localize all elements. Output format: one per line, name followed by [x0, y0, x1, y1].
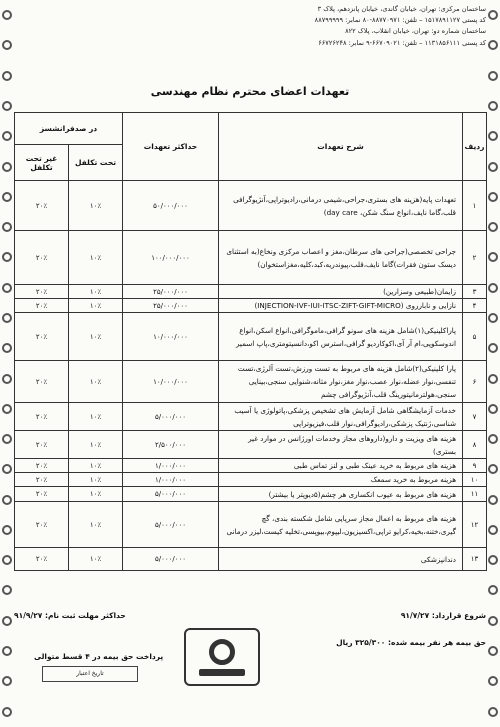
installments-text: پرداخت حق بیمه در ۴ قسط متوالی [34, 652, 164, 661]
row-max-amount: ۲۵/۰۰۰/۰۰۰ [123, 285, 219, 299]
header-description: شرح تعهدات [219, 113, 463, 181]
table-row [15, 431, 487, 459]
row-not-covered-percent: ۲۰٪ [15, 181, 69, 231]
row-max-amount: ۱۰/۰۰۰/۰۰۰ [123, 313, 219, 361]
insurance-seal [184, 628, 260, 686]
row-max-amount: ۵/۰۰۰/۰۰۰ [123, 548, 219, 571]
row-description: هزینه های مربوط به عیوب انکساری هر چشم(۵دیوپتر یا بیشتر) [219, 487, 463, 502]
binding-holes-left [0, 0, 14, 727]
row-not-covered-percent: ۲۰٪ [15, 231, 69, 285]
table-row [15, 181, 487, 231]
row-description: هزینه مربوط به خرید سمعک [219, 473, 463, 487]
header-row-number: ردیف [463, 113, 487, 181]
row-not-covered-percent: ۲۰٪ [15, 487, 69, 502]
row-max-amount: ۱۰/۰۰۰/۰۰۰ [123, 361, 219, 403]
address-line: کد پستی ۱۱۳۱۸۵۶۱۱۱ – تلفن: ۶۶۷۰۹۰۲۱-۹ نمابر: ۶۶۷۲۶۲۴۸ [318, 38, 486, 47]
table-row [15, 403, 487, 431]
header-max-amount: حداکثر تعهدات [123, 113, 219, 181]
row-covered-percent: ۱۰٪ [69, 285, 123, 299]
row-max-amount: ۵/۰۰۰/۰۰۰ [123, 502, 219, 548]
validity-stamp: تاریخ اعتبار [42, 666, 138, 682]
row-max-amount: ۱/۰۰۰/۰۰۰ [123, 473, 219, 487]
seal-text-bar [199, 669, 245, 676]
registration-deadline: حداکثر مهلت ثبت نام: ۹۱/۹/۲۷ [14, 611, 126, 620]
row-description: دندانپزشکی [219, 548, 463, 571]
letterhead-address [14, 4, 486, 84]
row-covered-percent: ۱۰٪ [69, 231, 123, 285]
row-description: هزینه های مربوط به خرید عینک طبی و لنز تماس طبی [219, 459, 463, 473]
address-line: ساختمان شماره دو: تهران، خیابان انقلاب، پلاک ۸۲۲ [345, 27, 486, 36]
row-number: ۵ [463, 313, 487, 361]
row-not-covered-percent: ۲۰٪ [15, 299, 69, 313]
row-number: ۶ [463, 361, 487, 403]
row-not-covered-percent: ۲۰٪ [15, 431, 69, 459]
header-not-covered: غیر تحت تکلفل [15, 145, 69, 181]
row-number: ۱ [463, 181, 487, 231]
header-franchise: در صدفرانشسز [15, 113, 123, 145]
table-row [15, 502, 487, 548]
row-number: ۲ [463, 231, 487, 285]
header-covered: تحت تکلفل [69, 145, 123, 181]
table-row [15, 361, 487, 403]
row-max-amount: ۲۵/۰۰۰/۰۰۰ [123, 299, 219, 313]
footer-dates [14, 611, 486, 620]
row-not-covered-percent: ۲۰٪ [15, 361, 69, 403]
table-row [15, 459, 487, 473]
row-not-covered-percent: ۲۰٪ [15, 473, 69, 487]
premium-amount: حق بیمه هر نفر بیمه شده: ۳۲۵/۳۰۰ ریال [336, 638, 486, 647]
table-row [15, 313, 487, 361]
row-covered-percent: ۱۰٪ [69, 459, 123, 473]
row-max-amount: ۱۰۰/۰۰۰/۰۰۰ [123, 231, 219, 285]
page-title: تعهدات اعضای محترم نظام مهندسی [150, 85, 350, 98]
row-covered-percent: ۱۰٪ [69, 473, 123, 487]
row-description: تعهدات پایه(هزینه های بستری،جراحی،شیمی درمانی،رادیوتراپی،آنژیوگرافی قلب،گاما نایف،انواع سنگ شکن، day care) [219, 181, 463, 231]
row-covered-percent: ۱۰٪ [69, 431, 123, 459]
row-max-amount: ۵/۰۰۰/۰۰۰ [123, 487, 219, 502]
row-description: هزینه های مربوط به اعمال مجاز سرپایی شامل شکسته بندی، گچ گیری،ختنه،بخیه،کرایو تراپی،اکسیزیون،لیپوم،بیوپسی،تخلیه کیست،لیزر درمانی [219, 502, 463, 548]
row-covered-percent: ۱۰٪ [69, 181, 123, 231]
table-row [15, 231, 487, 285]
row-max-amount: ۵/۰۰۰/۰۰۰ [123, 403, 219, 431]
row-covered-percent: ۱۰٪ [69, 313, 123, 361]
binding-holes-right [486, 0, 500, 727]
row-number: ۱۱ [463, 487, 487, 502]
row-covered-percent: ۱۰٪ [69, 502, 123, 548]
row-max-amount: ۵۰/۰۰۰/۰۰۰ [123, 181, 219, 231]
row-max-amount: ۱/۰۰۰/۰۰۰ [123, 459, 219, 473]
row-description: خدمات آزمایشگاهی شامل آزمایش های تشخیص پزشکی،پاتولوژی یا آسیب شناسی،ژنتیک پزشکی،رادیوگرافی،نوار قلب،فیزیوتراپی [219, 403, 463, 431]
row-covered-percent: ۱۰٪ [69, 548, 123, 571]
row-description: نازایی و نابارروی (INJECTION-IVF-IUI-ITSC-ZIFT-GIFT-MICRO) [219, 299, 463, 313]
row-description: هزینه های ویزیت و دارو(داروهای مجاز وخدمات اورژانس در موارد غیر بستری) [219, 431, 463, 459]
contract-start: شروع قرارداد: ۹۱/۷/۲۷ [400, 611, 486, 620]
table-row [15, 299, 487, 313]
row-max-amount: ۲/۵۰۰/۰۰۰ [123, 431, 219, 459]
table-row [15, 548, 487, 571]
row-description: زایمان(طبیعی وسزارین) [219, 285, 463, 299]
row-covered-percent: ۱۰٪ [69, 403, 123, 431]
row-number: ۸ [463, 431, 487, 459]
row-number: ۷ [463, 403, 487, 431]
table-row [15, 285, 487, 299]
row-not-covered-percent: ۲۰٪ [15, 313, 69, 361]
address-line: کد پستی ۱۵۱۷۸۹۱۱۲۷ – تلفن: ۸۸۷۷۰۹۷۱-۸۰ نمابر: ۸۸۷۹۹۹۹۹ [314, 16, 486, 25]
row-number: ۹ [463, 459, 487, 473]
row-not-covered-percent: ۲۰٪ [15, 459, 69, 473]
address-line: ساختمان مرکزی: تهران، خیابان گاندی، خیابان پانزدهم، پلاک ۳ [317, 5, 486, 13]
row-covered-percent: ۱۰٪ [69, 361, 123, 403]
row-description: پاراکلینیکی(۱)شامل هزینه های سونو گرافی،ماموگرافی،انواع اسکن،انواع اندوسکوپی،ام آر آی،اکوکاردیو گرافی،استرس اکو،دانسیتومتری،پاپ اسمیر [219, 313, 463, 361]
row-number: ۴ [463, 299, 487, 313]
row-number: ۱۳ [463, 548, 487, 571]
table-row [15, 473, 487, 487]
row-not-covered-percent: ۲۰٪ [15, 403, 69, 431]
row-number: ۱۰ [463, 473, 487, 487]
row-covered-percent: ۱۰٪ [69, 487, 123, 502]
row-number: ۱۲ [463, 502, 487, 548]
row-description: پارا کلینیکی(۲)شامل هزینه های مربوط به تست ورزش،تست آلرژی،تست تنفسی،نوار عضله،نوار عصب،نوار مغز،نوار مثانه،شنوایی سنجی،بینایی سنجی،هولترمانیتورینگ قلب،آنژیوگرافی چشم [219, 361, 463, 403]
coverage-table [14, 112, 487, 571]
seal-logo-icon [209, 639, 235, 665]
table-row [15, 487, 487, 502]
row-not-covered-percent: ۲۰٪ [15, 548, 69, 571]
row-not-covered-percent: ۲۰٪ [15, 502, 69, 548]
row-not-covered-percent: ۲۰٪ [15, 285, 69, 299]
row-description: جراحی تخصصی(جراحی های سرطان،مغز و اعصاب مرکزی ونخاع(به استثنای دیسک ستون فقرات)گاما نایف،قلب،پیوندریه،کبد،کلیه،مغزاستخوان) [219, 231, 463, 285]
row-number: ۳ [463, 285, 487, 299]
row-covered-percent: ۱۰٪ [69, 299, 123, 313]
